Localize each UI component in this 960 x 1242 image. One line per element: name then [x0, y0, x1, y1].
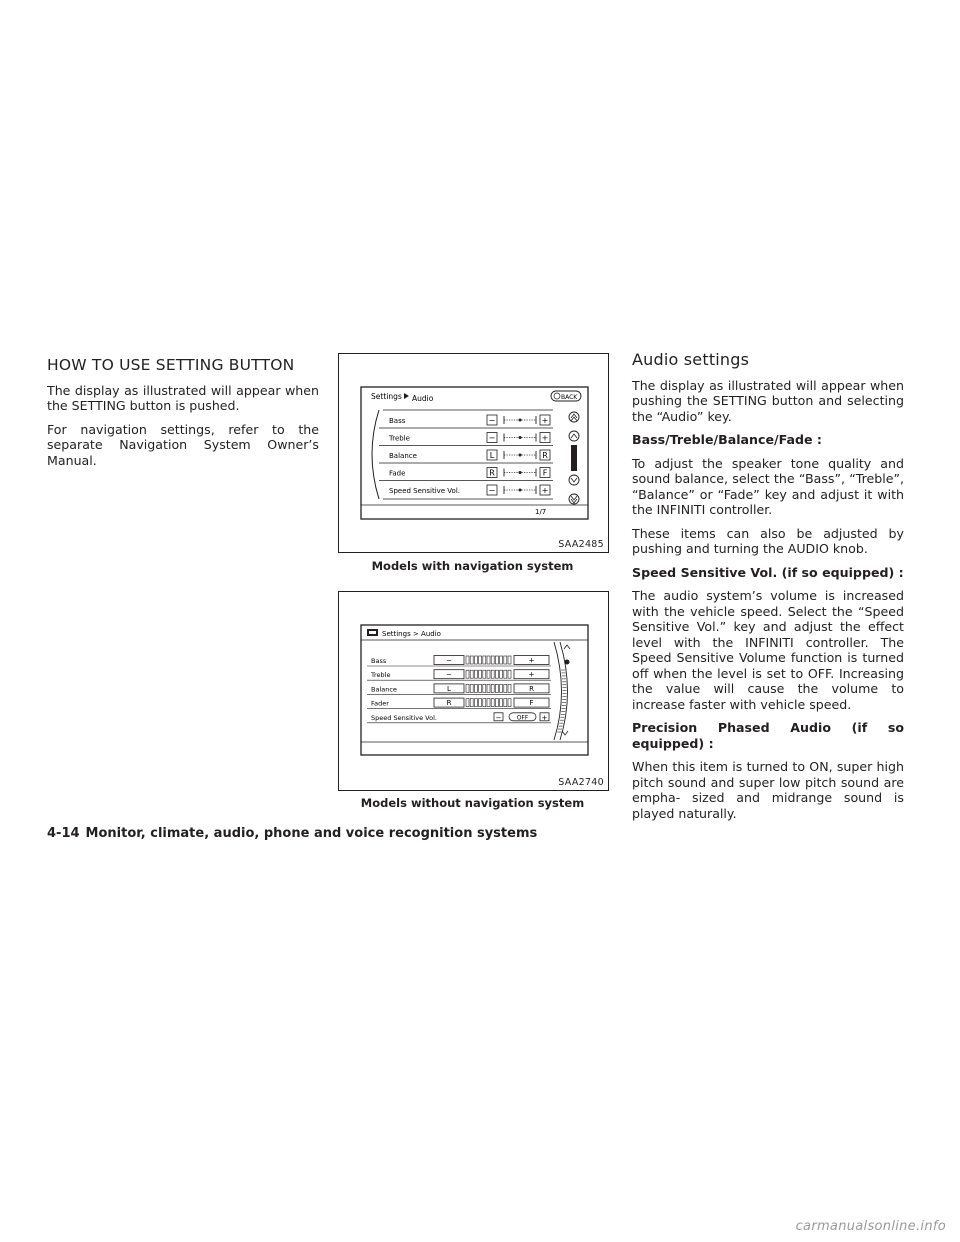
decrease-symbol: R — [489, 468, 495, 478]
scroll-down-fast-icon[interactable] — [569, 494, 579, 504]
increase-button[interactable] — [540, 433, 550, 443]
setting-row[interactable] — [367, 684, 551, 695]
breadcrumb-root: Settings — [371, 392, 402, 401]
decrease-symbol: − — [488, 416, 496, 425]
figure-with-navigation — [338, 353, 609, 553]
page-footer — [47, 826, 537, 841]
back-button[interactable] — [551, 391, 581, 401]
scroll-position-dot — [565, 660, 570, 665]
increase-symbol: + — [528, 670, 535, 679]
level-bar — [466, 670, 511, 678]
speed-sensitive-heading: Speed Sensitive Vol. (if so equipped) : — [632, 564, 904, 580]
setting-row[interactable] — [367, 713, 551, 723]
decrease-button[interactable] — [434, 698, 464, 707]
setting-row-label: Balance — [389, 452, 417, 460]
figure-without-navigation — [338, 591, 609, 791]
level-marker — [519, 471, 522, 474]
setting-row[interactable] — [389, 485, 550, 495]
intro-paragraph: The display as illustrated will appear when the SETTING button is pushed. — [47, 382, 319, 413]
increase-button[interactable] — [540, 468, 550, 478]
increase-button[interactable] — [540, 485, 550, 495]
setting-row[interactable] — [367, 698, 551, 709]
decrease-symbol: L — [447, 684, 451, 693]
level-marker — [519, 454, 522, 457]
increase-button[interactable] — [514, 698, 549, 707]
increase-symbol: R — [529, 684, 534, 693]
decrease-symbol: − — [488, 486, 496, 495]
increase-symbol: + — [541, 416, 549, 425]
left-column — [47, 358, 319, 476]
value-label: OFF — [516, 714, 529, 722]
setting-row[interactable] — [367, 656, 551, 667]
decrease-button[interactable] — [487, 415, 497, 425]
setting-row[interactable] — [379, 450, 553, 463]
audio-settings-screen-no-nav — [339, 592, 608, 790]
increase-button[interactable] — [540, 415, 550, 425]
decrease-button[interactable] — [487, 450, 497, 460]
chapter-title: Monitor, climate, audio, phone and voice recognition systems — [85, 826, 538, 841]
audio-knob-paragraph: These items can also be adjusted by pushing and turning the AUDIO knob. — [632, 525, 904, 556]
setting-row-label: Treble — [371, 671, 391, 680]
decrease-button[interactable] — [434, 656, 464, 665]
bass-treble-paragraph: To adjust the speaker tone quality and sound balance, select the “Bass”, “Treble”, “Balance” or “Fade” key and adjust it with the INFINITI controller. — [632, 455, 904, 517]
figure-caption-without-navigation: Models without navigation system — [360, 796, 585, 810]
increase-button[interactable] — [514, 684, 549, 693]
scroll-up-icon[interactable] — [564, 645, 570, 649]
precision-phased-heading: Precision Phased Audio (if so equipped) : — [632, 720, 904, 751]
audio-settings-screen-nav — [339, 354, 608, 552]
setting-row-label: Fade — [389, 469, 406, 478]
audio-intro-paragraph: The display as illustrated will appear when pushing the SETTING button and selecting the “Audio” key. — [632, 377, 904, 424]
increase-symbol: R — [542, 451, 548, 460]
decrease-symbol: − — [446, 656, 452, 665]
level-marker — [519, 489, 522, 492]
breadcrumb-arrow-icon — [404, 393, 409, 399]
decrease-button[interactable] — [434, 670, 464, 679]
increase-symbol: + — [528, 656, 535, 665]
scroll-down-icon[interactable] — [562, 731, 568, 735]
bass-treble-heading: Bass/Treble/Balance/Fade : — [632, 432, 822, 447]
level-bar — [466, 656, 511, 664]
setting-row[interactable] — [379, 433, 553, 446]
setting-row[interactable] — [367, 670, 551, 681]
setting-row-label: Speed Sensitive Vol. — [371, 713, 437, 722]
watermark: carmanualsonline.info — [795, 1219, 946, 1234]
decrease-button[interactable] — [487, 485, 497, 495]
back-label: BACK — [561, 394, 578, 401]
figure-caption-with-navigation: Models with navigation system — [371, 559, 574, 573]
decrease-symbol: − — [495, 713, 502, 722]
scroll-up-icon[interactable] — [569, 431, 579, 441]
setting-row[interactable] — [379, 468, 553, 481]
level-bar — [466, 699, 511, 707]
scroll-down-icon[interactable] — [569, 475, 579, 485]
increase-button[interactable] — [540, 450, 550, 460]
navigation-note-paragraph: For navigation settings, refer to the separate Navigation System Owner’s Manual. — [47, 421, 319, 468]
setting-row-label: Fader — [371, 699, 389, 708]
increase-button[interactable] — [540, 713, 549, 722]
level-marker — [519, 436, 522, 439]
figure-code: SAA2740 — [558, 777, 604, 788]
back-arrow-icon — [554, 393, 560, 399]
decrease-symbol: − — [446, 670, 452, 679]
decrease-button[interactable] — [434, 684, 464, 693]
setting-row-label: Bass — [389, 417, 406, 425]
increase-symbol: F — [542, 468, 548, 478]
breadcrumb-leaf: Audio — [412, 394, 434, 403]
level-bar — [466, 684, 511, 692]
decrease-symbol: R — [446, 699, 452, 708]
increase-button[interactable] — [514, 670, 549, 679]
decrease-symbol: L — [489, 451, 495, 460]
setting-row[interactable] — [379, 415, 553, 428]
level-marker — [519, 419, 522, 422]
setting-row-label: Balance — [371, 685, 397, 694]
setting-row-label: Treble — [389, 434, 410, 443]
section-heading: HOW TO USE SETTING BUTTON — [47, 356, 295, 374]
decrease-button[interactable] — [494, 713, 503, 722]
audio-settings-heading: Audio settings — [632, 350, 750, 369]
scroll-up-fast-icon[interactable] — [569, 412, 579, 422]
figure-code: SAA2485 — [558, 539, 604, 550]
breadcrumb: Settings > Audio — [382, 630, 441, 638]
increase-button[interactable] — [514, 656, 549, 665]
increase-symbol: F — [529, 699, 534, 708]
right-column — [632, 352, 904, 829]
page-indicator: 1/7 — [535, 508, 547, 516]
increase-symbol: + — [541, 713, 548, 722]
speed-sensitive-paragraph: The audio system’s volume is increased with the vehicle speed. Select the “Speed Sensitive Vol.” key and adjust the effect level with the INFINITI controller. The Speed Sensitive Volume function is turned off when the level is set to OFF. Increasing the value will cause the volume to increase faster with vehicle speed. — [632, 588, 904, 712]
settings-screen-icon — [367, 629, 378, 636]
setting-row-label: Bass — [371, 657, 387, 665]
scrollbar-thumb[interactable] — [571, 445, 577, 471]
increase-symbol: + — [541, 433, 549, 443]
increase-symbol: + — [541, 486, 549, 495]
decrease-button[interactable] — [487, 468, 497, 478]
precision-phased-paragraph: When this item is turned to ON, super high pitch sound and super low pitch sound are empha- sized and midrange sound is played naturally. — [632, 759, 904, 821]
setting-row-label: Speed Sensitive Vol. — [389, 487, 461, 495]
decrease-button[interactable] — [487, 433, 497, 443]
page-number: 4-14 — [47, 826, 80, 841]
decrease-symbol: − — [488, 433, 496, 443]
